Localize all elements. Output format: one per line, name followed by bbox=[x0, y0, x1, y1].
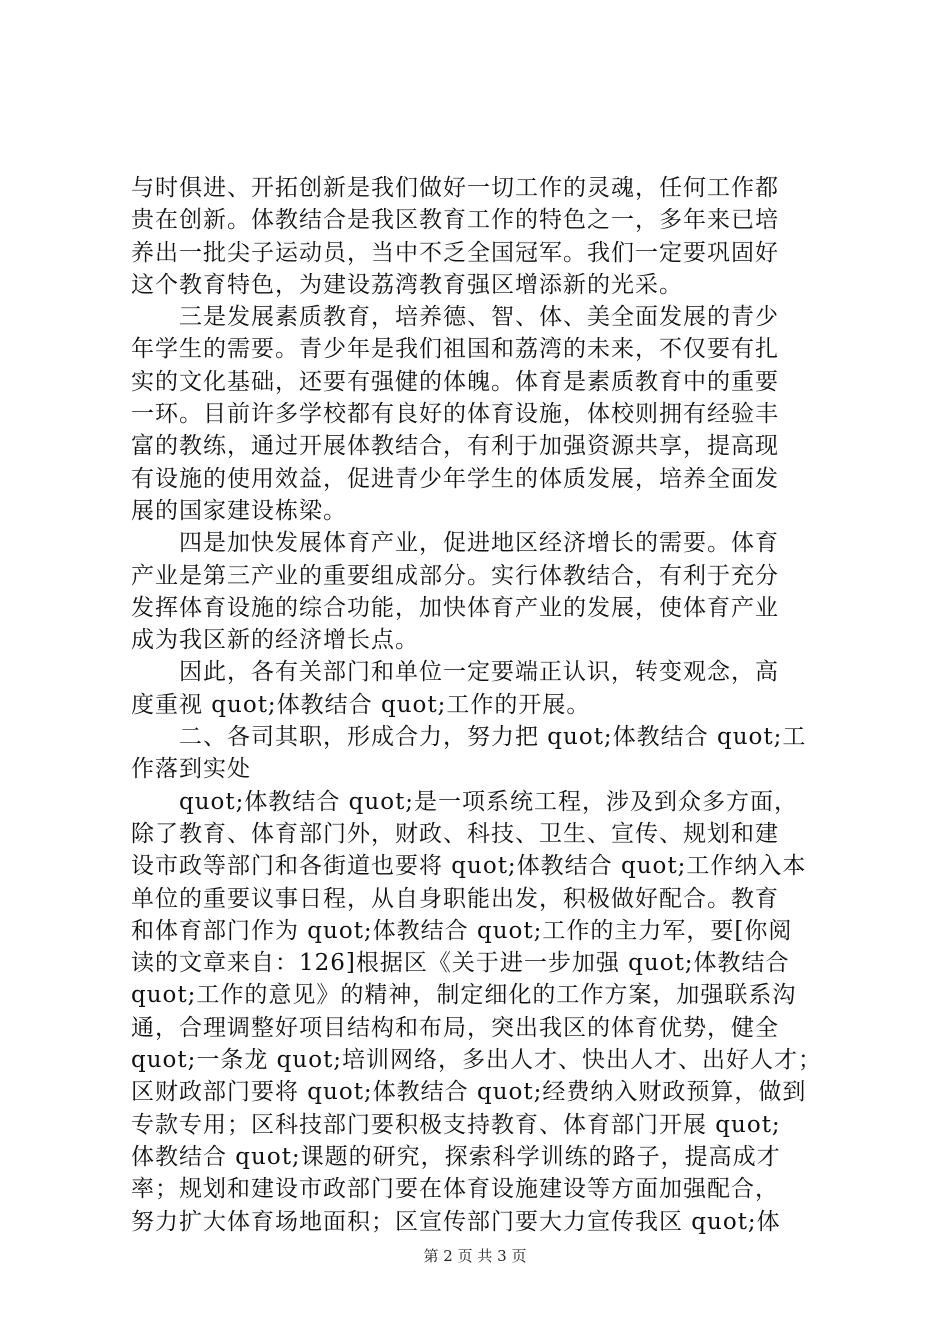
text-line: 成为我区新的经济增长点。 bbox=[131, 627, 419, 654]
text-line: 年学生的需要。青少年是我们祖国和荔湾的未来，不仅要有扎 bbox=[131, 336, 779, 363]
text-line: 除了教育、体育部门外，财政、科技、卫生、宣传、规划和建 bbox=[131, 820, 779, 847]
text-line: quot;工作的意见》的精神，制定细化的工作方案，加强联系沟 bbox=[131, 982, 797, 1009]
text-line: 这个教育特色，为建设荔湾教育强区增添新的光采。 bbox=[131, 271, 683, 298]
text-line: 三是发展素质教育，培养德、智、体、美全面发展的青少 bbox=[131, 304, 779, 331]
text-line: 产业是第三产业的重要组成部分。实行体教结合，有利于充分 bbox=[131, 562, 779, 589]
text-line: 体教结合 quot;课题的研究，探索科学训练的路子，提高成才 bbox=[131, 1143, 781, 1170]
text-line: 单位的重要议事日程，从自身职能出发，积极做好配合。教育 bbox=[131, 885, 779, 912]
text-line: 养出一批尖子运动员，当中不乏全国冠军。我们一定要巩固好 bbox=[131, 239, 779, 266]
text-line: 和体育部门作为 quot;体教结合 quot;工作的主力军，要[你阅 bbox=[131, 917, 793, 944]
text-line: 四是加快发展体育产业，促进地区经济增长的需要。体育 bbox=[131, 530, 779, 557]
text-line: 作落到实处 bbox=[131, 756, 251, 783]
text-line: 二、各司其职，形成合力，努力把 quot;体教结合 quot;工 bbox=[131, 724, 807, 751]
text-line: 度重视 quot;体教结合 quot;工作的开展。 bbox=[131, 691, 591, 718]
text-line: 专款专用；区科技部门要积极支持教育、体育部门开展 quot; bbox=[131, 1111, 781, 1138]
document-body bbox=[131, 172, 831, 1238]
text-line: 努力扩大体育场地面积；区宣传部门要大力宣传我区 quot;体 bbox=[131, 1208, 781, 1235]
text-line: 贵在创新。体教结合是我区教育工作的特色之一，多年来已培 bbox=[131, 207, 779, 234]
page-footer: 第 2 页 共 3 页 bbox=[423, 1247, 527, 1265]
text-line: quot;一条龙 quot;培训网络，多出人才、快出人才、出好人才； bbox=[131, 1047, 823, 1074]
text-line: 有设施的使用效益，促进青少年学生的体质发展，培养全面发 bbox=[131, 465, 779, 492]
text-line: 实的文化基础，还要有强健的体魄。体育是素质教育中的重要 bbox=[131, 368, 779, 395]
text-line: 区财政部门要将 quot;体教结合 quot;经费纳入财政预算，做到 bbox=[131, 1079, 807, 1106]
text-line: 因此，各有关部门和单位一定要端正认识，转变观念，高 bbox=[131, 659, 779, 686]
text-line: 通，合理调整好项目结构和布局，突出我区的体育优势，健全 bbox=[131, 1014, 779, 1041]
text-line: 设市政等部门和各街道也要将 quot;体教结合 quot;工作纳入本 bbox=[131, 853, 807, 880]
text-line: 读的文章来自：126]根据区《关于进一步加强 quot;体教结合 bbox=[131, 950, 790, 977]
text-line: 发挥体育设施的综合功能，加快体育产业的发展，使体育产业 bbox=[131, 594, 779, 621]
text-line: 展的国家建设栋梁。 bbox=[131, 497, 347, 524]
text-line: 富的教练，通过开展体教结合，有利于加强资源共享，提高现 bbox=[131, 433, 779, 460]
text-line: 一环。目前许多学校都有良好的体育设施，体校则拥有经验丰 bbox=[131, 401, 779, 428]
text-line: quot;体教结合 quot;是一项系统工程，涉及到众多方面， bbox=[131, 788, 799, 815]
text-line: 与时俱进、开拓创新是我们做好一切工作的灵魂，任何工作都 bbox=[131, 175, 779, 201]
text-line: 率；规划和建设市政部门要在体育设施建设等方面加强配合， bbox=[131, 1176, 779, 1203]
